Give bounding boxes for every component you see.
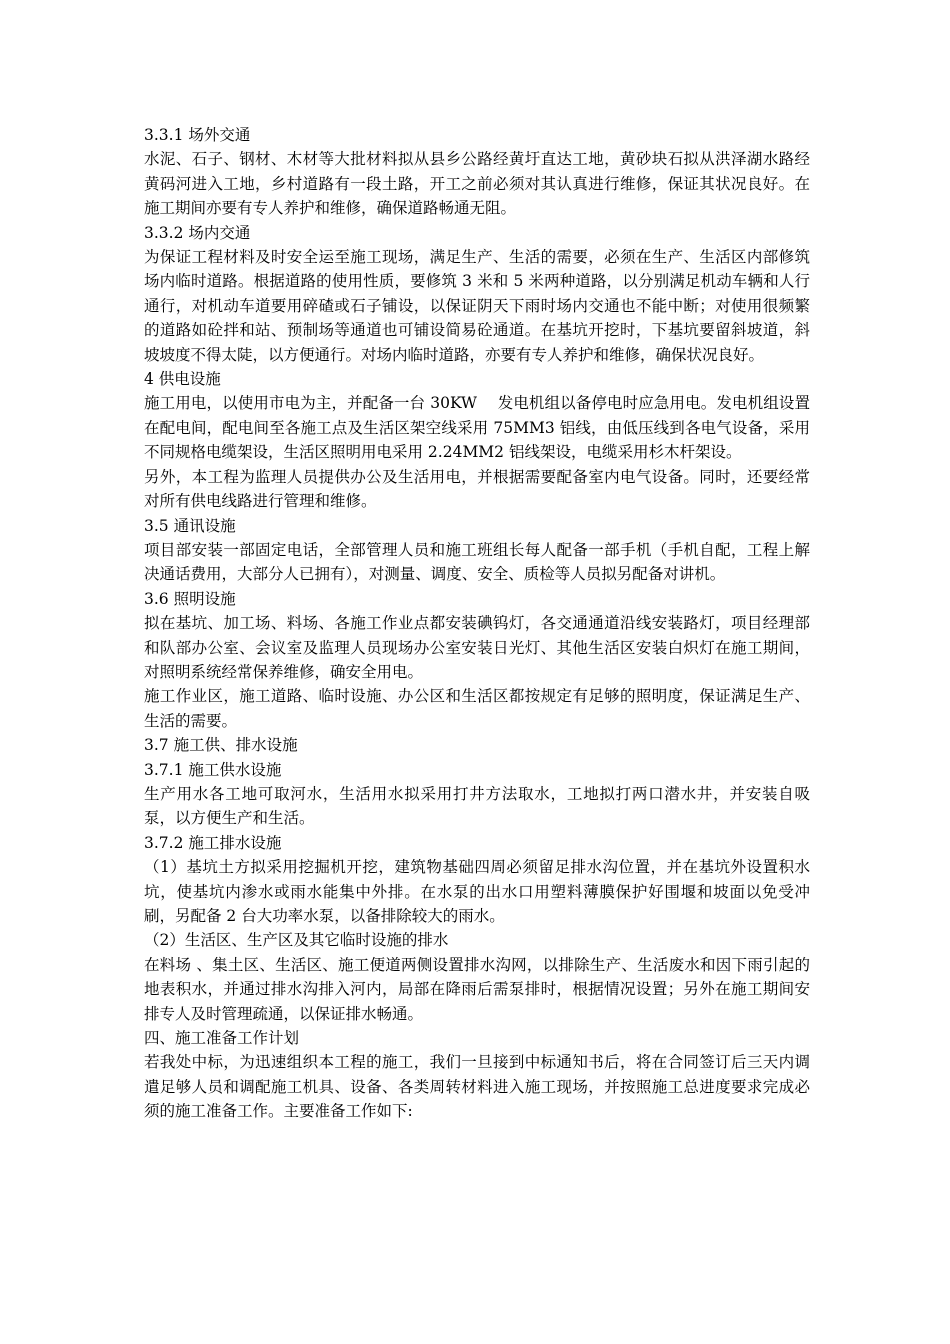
paragraph-onsite-traffic: 为保证工程材料及时安全运至施工现场，满足生产、生活的需要，必须在生产、生活区内部修筑场内临时道路。根据道路的使用性质，要修筑 3 米和 5 米两种道路，以分别满足机动车辆和人行通行，对机动车道要用碎碴或石子铺设，以保证阴天下雨时场内交通也不能中断；对使用很频繁的道路如砼拌和站、预制场等通道也可铺设简易砼通道。在基坑开挖时，下基坑要留斜坡道，斜坡坡度不得太陡，以方便通行。对场内临时道路，亦要有专人养护和维修，确保状况良好。: [144, 248, 810, 364]
section-heading-4: 4 供电设施: [144, 370, 221, 389]
paragraph-power-supply: 施工用电，以使用市电为主，并配备一台 30KW 发电机组以备停电时应急用电。发电机组设置在配电间，配电间至各施工点及生活区架空线采用 75MM3 铝线，由低压线到各电气设备，采用不同规格电缆架设，生活区照明用电采用 2.24MM2 铝线架设，电缆采用杉木杆架设。: [144, 394, 810, 462]
paragraph-power-supply-extra: 另外，本工程为监理人员提供办公及生活用电，并根据需要配备室内电气设备。同时，还要经常对所有供电线路进行管理和维修。: [144, 467, 810, 511]
section-heading-3-7-1: 3.7.1 施工供水设施: [144, 760, 282, 779]
section-heading-3-3-2: 3.3.2 场内交通: [144, 223, 251, 242]
paragraph-drainage-1: （1）基坑土方拟采用挖掘机开挖，建筑物基础四周必须留足排水沟位置，并在基坑外设置积水坑，使基坑内渗水或雨水能集中外排。在水泵的出水口用塑料薄膜保护好围堰和坡面以免受冲刷，另配备 2 台大功率水泵，以备排除较大的雨水。: [144, 858, 810, 925]
paragraph-offsite-traffic: 水泥、石子、钢材、木材等大批材料拟从县乡公路经黄圩直达工地，黄砂块石拟从洪泽湖水路经黄码河进入工地，乡村道路有一段土路，开工之前必须对其认真进行维修，保证其状况良好。在施工期间亦要有专人养护和维修，确保道路畅通无阻。: [144, 150, 810, 218]
section-heading-3-6: 3.6 照明设施: [144, 589, 236, 608]
paragraph-lighting: 拟在基坑、加工场、料场、各施工作业点都安装碘钨灯，各交通通道沿线安装路灯，项目经理部和队部办公室、会议室及监理人员现场办公室安装日光灯、其他生活区安装白炽灯在施工期间，对照明系统经常保养维修，确安全用电。: [144, 614, 810, 681]
section-heading-3-7-2: 3.7.2 施工排水设施: [144, 833, 282, 852]
paragraph-preparation: 若我处中标，为迅速组织本工程的施工，我们一旦接到中标通知书后，将在合同签订后三天内调遣足够人员和调配施工机具、设备、各类周转材料进入施工现场，并按照施工总进度要求完成必须的施工准备工作。主要准备工作如下:: [144, 1053, 810, 1121]
subheading-drainage-2: （2）生活区、生产区及其它临时设施的排水: [144, 931, 449, 950]
paragraph-drainage-2: 在料场 、集土区、生活区、施工便道两侧设置排水沟网，以排除生产、生活废水和因下雨引起的地表积水，并通过排水沟排入河内，局部在降雨后需泵排时，根据情况设置；另外在施工期间安排专人及时管理疏通，以保证排水畅通。: [144, 955, 810, 1023]
section-heading-3-3-1: 3.3.1 场外交通: [144, 126, 251, 144]
section-heading-3-5: 3.5 通讯设施: [144, 516, 236, 535]
section-heading-4-preparation: 四、施工准备工作计划: [144, 1029, 300, 1048]
paragraph-communication: 项目部安装一部固定电话，全部管理人员和施工班组长每人配备一部手机（手机自配，工程上解决通话费用，大部分人已拥有），对测量、调度、安全、质检等人员拟另配备对讲机。: [144, 540, 810, 584]
paragraph-lighting-extra: 施工作业区，施工道路、临时设施、办公区和生活区都按规定有足够的照明度，保证满足生产、生活的需要。: [144, 687, 810, 730]
paragraph-water-supply: 生产用水各工地可取河水，生活用水拟采用打井方法取水，工地拟打两口潜水井，并安装自吸泵，以方便生产和生活。: [144, 784, 810, 828]
document-page: [144, 123, 810, 1124]
section-heading-3-7: 3.7 施工供、排水设施: [144, 736, 298, 755]
